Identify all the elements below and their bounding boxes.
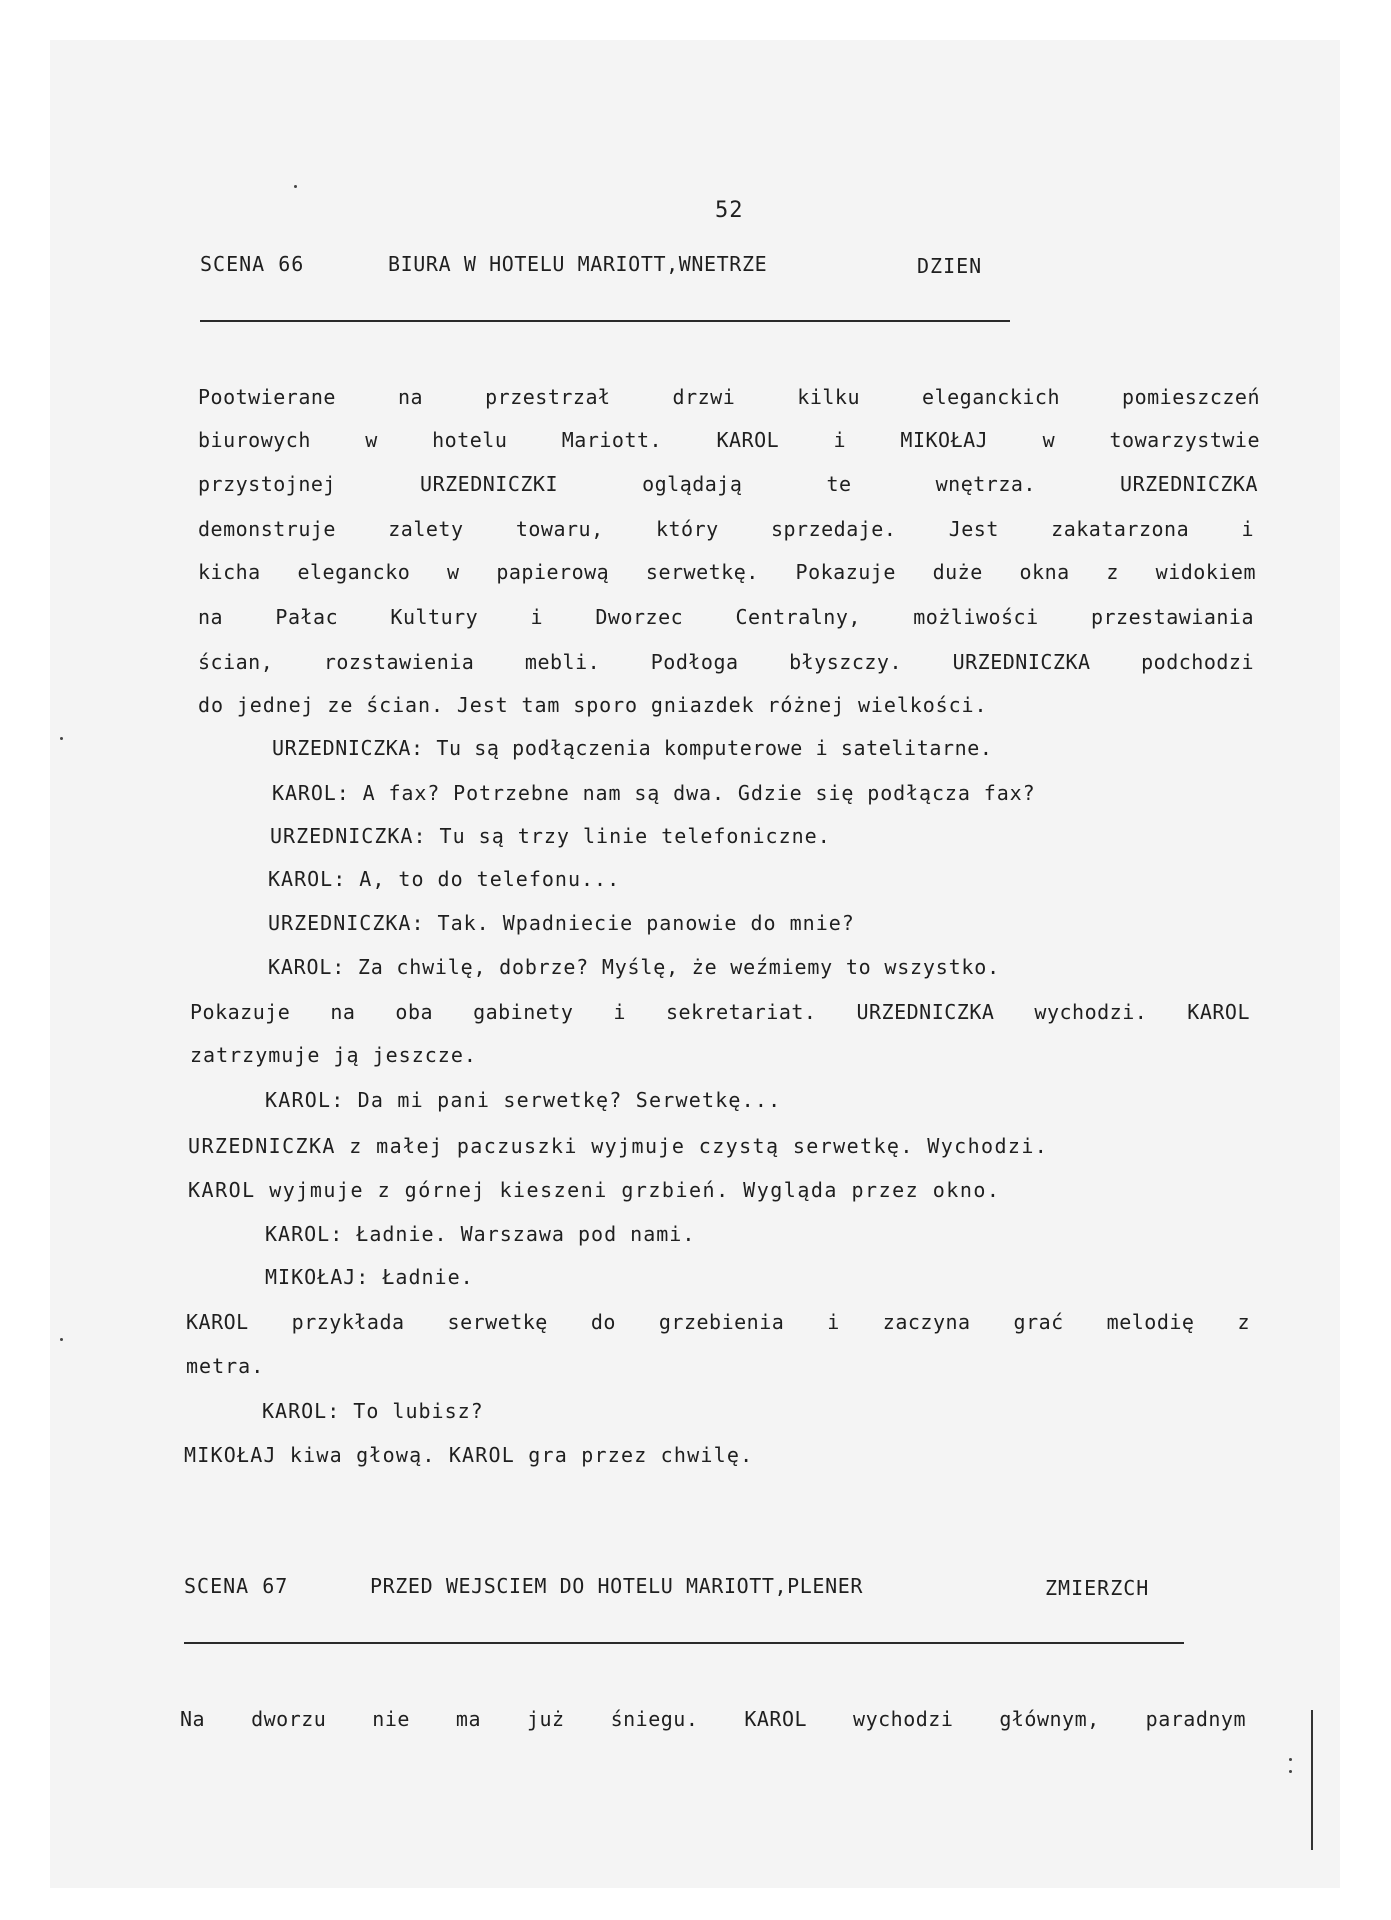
dialogue-line: URZEDNICZKA: Tak. Wpadniecie panowie do mnie? [268,911,855,935]
action-line: MIKOŁAJ kiwa głową. KAROL gra przez chwilę. [184,1443,754,1467]
action-line: przystojnej URZEDNICZKI oglądają te wnętrza. URZEDNICZKA [198,472,1258,496]
scan-edge-mark [1311,1710,1313,1850]
dialogue-line: KAROL: A fax? Potrzebne nam są dwa. Gdzie się podłącza fax? [272,781,1036,805]
scan-speck [1289,1770,1292,1773]
page-number: 52 [715,198,744,223]
dialogue-line: KAROL: Za chwilę, dobrze? Myślę, że weźmiemy to wszystko. [268,955,1000,979]
scene-67-number: SCENA 67 [184,1574,289,1598]
scan-speck [1289,1758,1292,1761]
scene-67-underline [184,1642,1184,1644]
action-line: KAROL wyjmuje z górnej kieszeni grzbień. Wygląda przez okno. [188,1178,1001,1202]
action-line: na Pałac Kultury i Dworzec Centralny, możliwości przestawiania [198,605,1254,629]
action-line: demonstruje zalety towaru, który sprzedaje. Jest zakatarzona i [198,517,1254,541]
scene-66-underline [200,320,1010,322]
dialogue-line: KAROL: Ładnie. Warszawa pod nami. [265,1222,696,1246]
action-line: metra. [186,1354,265,1378]
action-line: KAROL przykłada serwetkę do grzebienia i zaczyna grać melodię z [186,1310,1250,1334]
action-line: URZEDNICZKA z małej paczuszki wyjmuje czystą serwetkę. Wychodzi. [188,1134,1049,1158]
scene-67-time: ZMIERZCH [1045,1576,1150,1600]
action-line: biurowych w hotelu Mariott. KAROL i MIKOŁAJ w towarzystwie [198,428,1260,452]
dialogue-line: KAROL: A, to do telefonu... [268,867,621,891]
action-line: kicha elegancko w papierową serwetkę. Pokazuje duże okna z widokiem [198,560,1256,584]
dialogue-line: URZEDNICZKA: Tu są trzy linie telefoniczne. [270,824,831,848]
scan-speck [294,185,297,188]
scan-speck [60,1338,63,1341]
dialogue-line: KAROL: Da mi pani serwetkę? Serwetkę... [265,1088,782,1112]
action-line: do jednej ze ścian. Jest tam sporo gniazdek różnej wielkości. [198,693,988,717]
action-line: Pokazuje na oba gabinety i sekretariat. URZEDNICZKA wychodzi. KAROL [190,1000,1250,1024]
scan-speck [60,737,63,740]
action-line: zatrzymuje ją jeszcze. [190,1043,477,1067]
scene-66-number: SCENA 66 [200,252,305,276]
scene-66-time: DZIEN [917,254,983,278]
dialogue-line: KAROL: To lubisz? [262,1399,484,1423]
dialogue-line: MIKOŁAJ: Ładnie. [265,1265,474,1289]
dialogue-line: URZEDNICZKA: Tu są podłączenia komputerowe i satelitarne. [272,736,993,760]
scene-67-location: PRZED WEJSCIEM DO HOTELU MARIOTT,PLENER [370,1574,863,1598]
scene-66-location: BIURA W HOTELU MARIOTT,WNETRZE [388,252,768,276]
action-line: Pootwierane na przestrzał drzwi kilku eleganckich pomieszczeń [198,385,1260,409]
action-line: ścian, rozstawienia mebli. Podłoga błyszczy. URZEDNICZKA podchodzi [198,650,1254,674]
action-line: Na dworzu nie ma już śniegu. KAROL wychodzi głównym, paradnym [180,1707,1246,1731]
